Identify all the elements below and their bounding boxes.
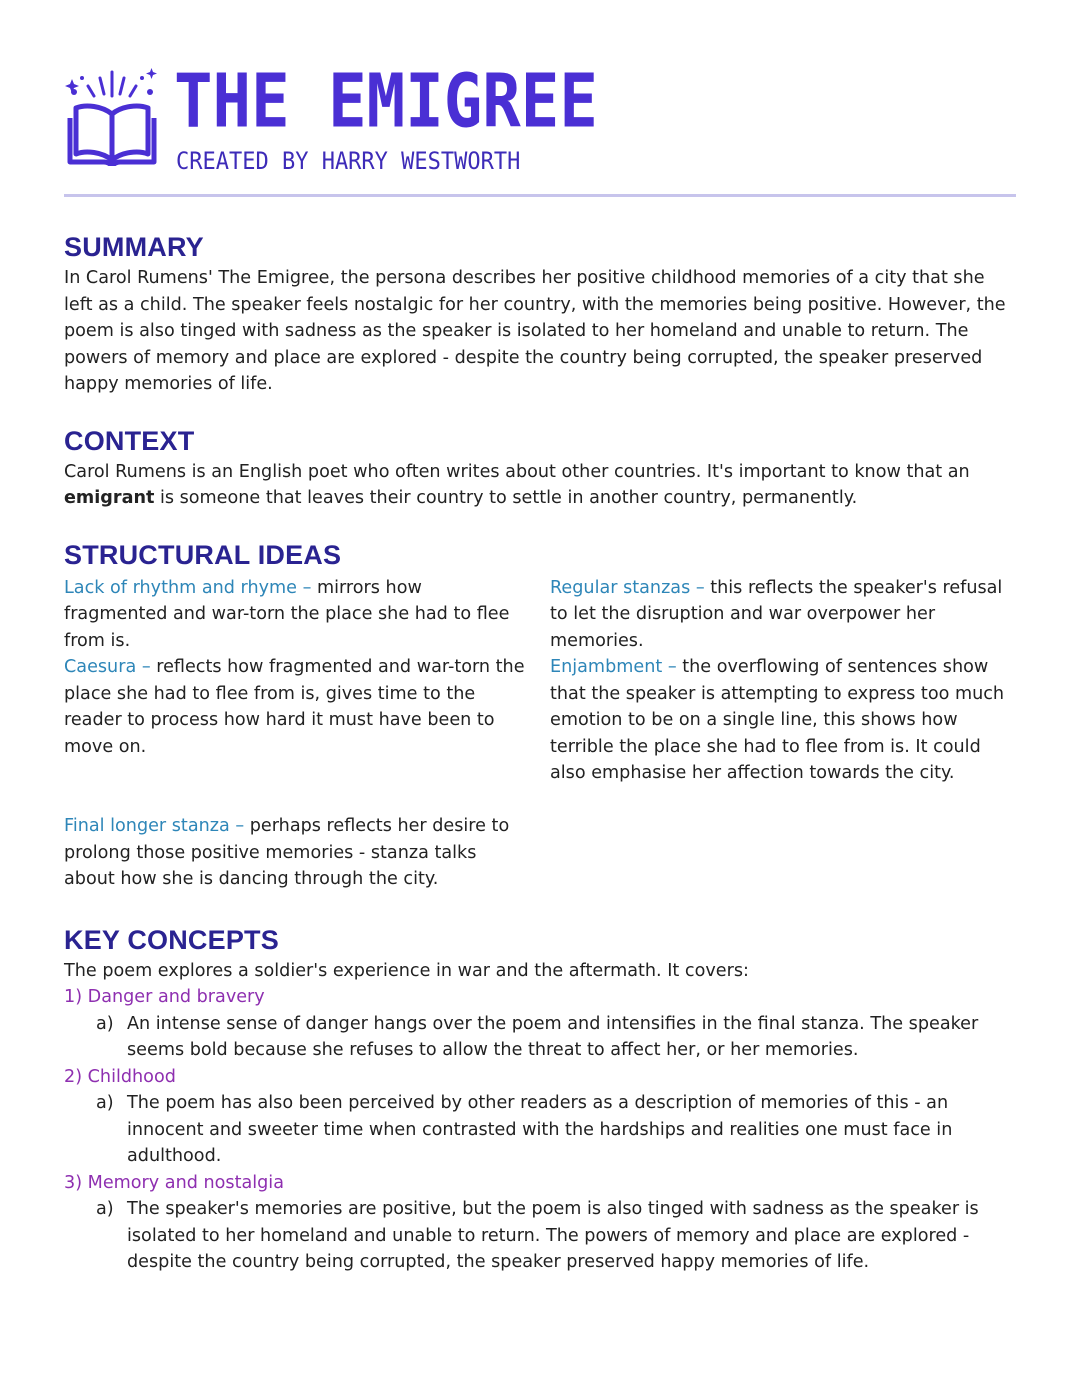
context-section — [64, 426, 1016, 512]
structural-left-column — [64, 575, 526, 893]
structural-item: Caesura – reflects how fragmented and war-torn the place she had to flee from is, gives time to the reader to process how hard it must have been to move on. — [64, 657, 525, 757]
concept-point-letter: a) — [96, 1093, 114, 1113]
key-concepts-section — [64, 925, 1016, 1276]
structural-right-column — [550, 575, 1014, 893]
summary-text: In Carol Rumens' The Emigree, the persona describes her positive childhood memories of a city that she left as a child. The speaker feels nostalgic for her country, with the memories being positive. However, the poem is also tinged with sadness as the speaker is isolated to her homeland and unable to return. The powers of memory and place are explored - despite the country being corrupted, the speaker preserved happy memories of life. — [64, 268, 1006, 394]
structural-term: Final longer stanza — [64, 816, 230, 836]
header-divider — [64, 194, 1016, 197]
summary-section — [64, 232, 1016, 398]
context-bold-term: emigrant — [64, 488, 155, 508]
summary-heading: SUMMARY — [64, 232, 204, 262]
concept-point — [64, 1196, 1016, 1276]
structural-item: Regular stanzas – this reflects the speaker's refusal to let the disruption and war overpower her memories. — [550, 577, 1003, 651]
concept-label: 2) Childhood — [64, 1066, 176, 1087]
concept-label: 3) Memory and nostalgia — [64, 1172, 284, 1193]
concept-point-letter: a) — [96, 1199, 114, 1219]
concept-point — [64, 1011, 1016, 1064]
concept-point-text: An intense sense of danger hangs over the poem and intensifies in the final stanza. The speaker seems bold because she refuses to allow the threat to affect her, or her memories. — [127, 1013, 979, 1060]
structural-section — [64, 540, 1016, 893]
structural-text: mirrors how fragmented and war-torn the place she had to flee from is. — [64, 577, 510, 651]
context-text-after: is someone that leaves their country to settle in another country, permanently. — [154, 488, 858, 508]
key-concepts-heading: KEY CONCEPTS — [64, 924, 279, 955]
structural-item: Enjambment – the overflowing of sentences show that the speaker is attempting to express too much emotion to be on a single line, this shows how terrible the place she had to flee from is. It could also emphasise her affection towards the city. — [550, 657, 1005, 783]
structural-term: Lack of rhythm and rhyme — [64, 577, 297, 598]
context-heading: CONTEXT — [64, 425, 195, 456]
structural-term: Enjambment — [550, 657, 663, 677]
concept-point-text: The speaker's memories are positive, but the poem is also tinged with sadness as the speaker is isolated to her homeland and unable to return. The powers of memory and place are explored - despite the country being corrupted, the speaker preserved happy memories of life. — [127, 1199, 979, 1272]
page-title: THE EMIGREE — [174, 59, 598, 145]
structural-term: Caesura — [64, 657, 137, 677]
context-text — [64, 459, 1016, 512]
book-icon — [64, 66, 160, 166]
key-concepts-intro: The poem explores a soldier's experience in war and the aftermath. It covers: — [64, 960, 749, 981]
structural-item: Lack of rhythm and rhyme – mirrors how fragmented and war-torn the place she had to flee from is. — [64, 577, 510, 651]
structural-term: Regular stanzas — [550, 577, 691, 598]
context-text-before: Carol Rumens is an English poet who often writes about other countries. It's important to know that an — [64, 461, 970, 482]
concept-point — [64, 1090, 1016, 1170]
page-subtitle: CREATED BY HARRY WESTWORTH — [176, 148, 521, 176]
concept-point-text: The poem has also been perceived by other readers as a description of memories of this - an innocent and sweeter time when contrasted with the hardships and realities one must face in adulthood. — [127, 1093, 953, 1166]
concept-point-letter: a) — [96, 1013, 114, 1034]
page-header — [64, 59, 1024, 182]
structural-text: reflects how fragmented and war-torn the place she had to flee from is, gives time to the reader to process how hard it must have been to move on. — [64, 657, 525, 757]
structural-columns — [64, 575, 1016, 893]
structural-item: Final longer stanza – perhaps reflects her desire to prolong those positive memories - stanza talks about how she is dancing through the city. — [64, 816, 510, 889]
structural-heading: STRUCTURAL IDEAS — [64, 539, 342, 570]
structural-text: this reflects the speaker's refusal to let the disruption and war overpower her memories. — [550, 577, 1003, 651]
structural-text: the overflowing of sentences show that the speaker is attempting to express too much emotion to be on a single line, this shows how terrible the place she had to flee from is. It could also emphasise her affection towards the city. — [550, 657, 1005, 783]
concept-label: 1) Danger and bravery — [64, 987, 265, 1007]
main-content — [64, 232, 1016, 1276]
structural-text: perhaps reflects her desire to prolong those positive memories - stanza talks about how she is dancing through the city. — [64, 816, 510, 889]
